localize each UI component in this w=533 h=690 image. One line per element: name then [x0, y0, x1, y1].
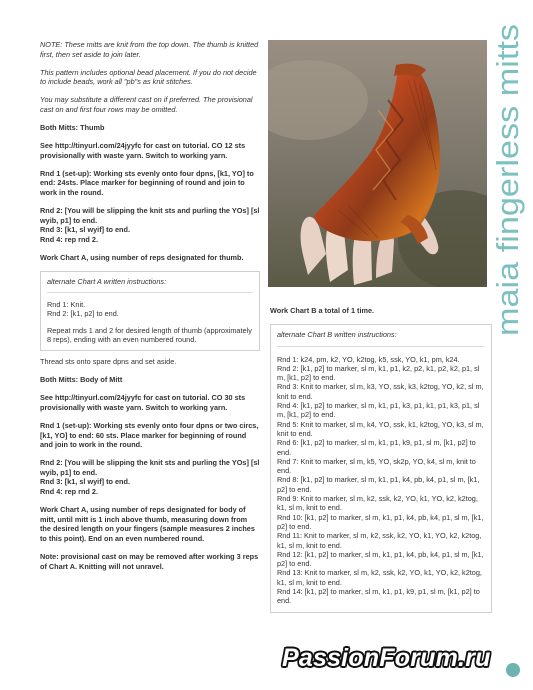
body-rnd3: Rnd 3: [k1, sl wyif] to end.: [40, 477, 131, 487]
alt-chart-a-repeat: Repeat rnds 1 and 2 for desired length of thumb (approximately 8 reps), ending with an even numbered round.: [47, 325, 252, 345]
chart-b-rnd5: Rnd 5: Knit to marker, sl m, k4, YO, ssk, k1, k2tog, YO, k3, sl m, knit to end.: [277, 419, 484, 438]
alt-chart-a-rnd1: Rnd 1: Knit.: [47, 299, 86, 309]
chart-b-rnd11: Rnd 11: Knit to marker, sl m, k2, ssk, k2, YO, k1, YO, k2, k2tog, k1, sl m, knit to end.: [277, 531, 482, 550]
thumb-rnd4: Rnd 4: rep rnd 2.: [40, 234, 98, 244]
alt-chart-a-rnd2: Rnd 2: [k1, p2] to end.: [47, 309, 119, 319]
body-rnd1: Rnd 1 (set-up): Working sts evenly onto four dpns or two circs, [k1, YO] to end: 60 sts. Place marker for beginning of round and join to work in the round.: [40, 420, 259, 450]
thumb-rnd3: Rnd 3: [k1, sl wyif] to end.: [40, 225, 131, 235]
watermark: [282, 644, 512, 684]
body-cast-on: See http://tinyurl.com/24jyyfc for cast on tutorial. CO 30 sts provisionally with waste yarn. Switch to working yarn.: [40, 393, 246, 412]
side-title: [485, 18, 529, 338]
alt-chart-a-box: [40, 271, 260, 351]
alt-chart-b-box: [270, 324, 492, 612]
chart-b-rnd10: Rnd 10: [k1, p2] to marker, sl m, k1, p1, k4, pb, k4, p1, sl m, [k1, p2] to end.: [277, 512, 484, 531]
chart-b-rnd12: Rnd 12: [k1, p2] to marker, sl m, k1, p1, k4, pb, k4, p1, sl m, [k1, p2] to end.: [277, 549, 484, 569]
thumb-rnd2: Rnd 2: [You will be slipping the knit sts and purling the YOs] [sl wyib, p1] to end.: [40, 206, 260, 225]
alt-chart-b-title: alternate Chart B written instructions:: [277, 330, 485, 346]
body-note: Note: provisional cast on may be removed after working 3 reps of Chart A. Knitting will not unravel.: [40, 551, 259, 571]
mitt-photo: [268, 40, 487, 287]
chart-b-rnd8: Rnd 8: [k1, p2] to marker, sl m, k1, p1, k4, pb, k4, p1, sl m, [k1, p2] to end.: [277, 475, 480, 494]
body-rnd2: Rnd 2: [You will be slipping the knit sts and purling the YOs] [sl wyib, p1] to end.: [40, 458, 260, 477]
left-column: [40, 40, 260, 580]
body-heading: Both Mitts: Body of Mitt: [40, 375, 123, 385]
thumb-chart-a: Work Chart A, using number of reps designated for thumb.: [40, 253, 244, 262]
note-beads: This pattern includes optional bead placement. If you do not decide to include beads, work all "pb"s as knit stitches.: [40, 67, 257, 87]
side-title-svg: [485, 18, 529, 338]
note-cast-on: You may substitute a different cast on if preferred. The provisional cast on and first four rows may be omitted.: [40, 95, 253, 114]
chart-b-rnd4: Rnd 4: [k1, p2] to marker, sl m, k1, p1, k3, p1, k1, p1, k3, p1, sl m, [k1, p2] to end.: [277, 401, 480, 420]
thumb-heading: Both Mitts: Thumb: [40, 123, 105, 133]
body-rnd4: Rnd 4: rep rnd 2.: [40, 487, 98, 496]
thumb-rnd1: Rnd 1 (set-up): Working sts evenly onto four dpns, [k1, YO] to end: 24sts. Place marker for beginning of round and join to work in the round.: [40, 168, 254, 198]
chart-b-rnd3: Rnd 3: Knit to marker, sl m, k3, YO, ssk, k3, k2tog, YO, k2, sl m, knit to end.: [277, 382, 484, 401]
note-construction: NOTE: These mitts are knit from the top down. The thumb is knitted first, then set aside to join later.: [40, 40, 259, 59]
chart-b-heading: Work Chart B a total of 1 time.: [270, 306, 375, 315]
chart-b-rnd7: Rnd 7: Knit to marker, sl m, k5, YO, sk2p, YO, k4, sl m, knit to end.: [277, 456, 476, 476]
chart-b-rnd9: Rnd 9: Knit to marker, sl m, k2, ssk, k2, YO, k1, YO, k2, k2tog, k1, sl m, knit to end.: [277, 494, 478, 513]
chart-b-rnd6: Rnd 6: [k1, p2] to marker, sl m, k1, p1, k9, p1, sl m, [k1, p2] to end.: [277, 438, 476, 457]
chart-b-section: [270, 306, 492, 613]
thread-note: Thread sts onto spare dpns and set aside.: [40, 357, 177, 367]
chart-b-rnd2: Rnd 2: [k1, p2] to marker, sl m, k1, p1, k2, p2, k1, p2, k2, p1, sl m, [k1, p2] to end.: [277, 363, 480, 383]
page-marker-dot: [506, 663, 520, 677]
side-title-text: maia fingerless mitts: [490, 53, 525, 336]
chart-b-rnd13: Rnd 13: Knit to marker, sl m, k2, ssk, k2, YO, k1, YO, k2, k2tog, k1, sl m, knit to end.: [277, 568, 482, 587]
body-chart-a: Work Chart A, using number of reps designated for body of mitt, until mitt is 1 inch above thumb, measuring down from the desired length on your fingers (sample measures 2 inches to this point). End on an even numbered round.: [40, 505, 255, 543]
alt-chart-a-title: alternate Chart A written instructions:: [47, 277, 253, 293]
thumb-cast-on: See http://tinyurl.com/24jyyfc for cast on tutorial. CO 12 sts provisionally with waste yarn. Switch to working yarn.: [40, 141, 246, 160]
mitt-photo-illustration: [268, 40, 487, 287]
watermark-text: PassionForum.ru: [282, 644, 491, 672]
chart-b-rnd1: Rnd 1: k24, pm, k2, YO, k2tog, k5, ssk, YO, k1, pm, k24.: [277, 354, 460, 364]
chart-b-rnd14: Rnd 14: [k1, p2] to marker, sl m, k1, p1, k9, p1, sl m, [k1, p2] to end.: [277, 587, 480, 606]
